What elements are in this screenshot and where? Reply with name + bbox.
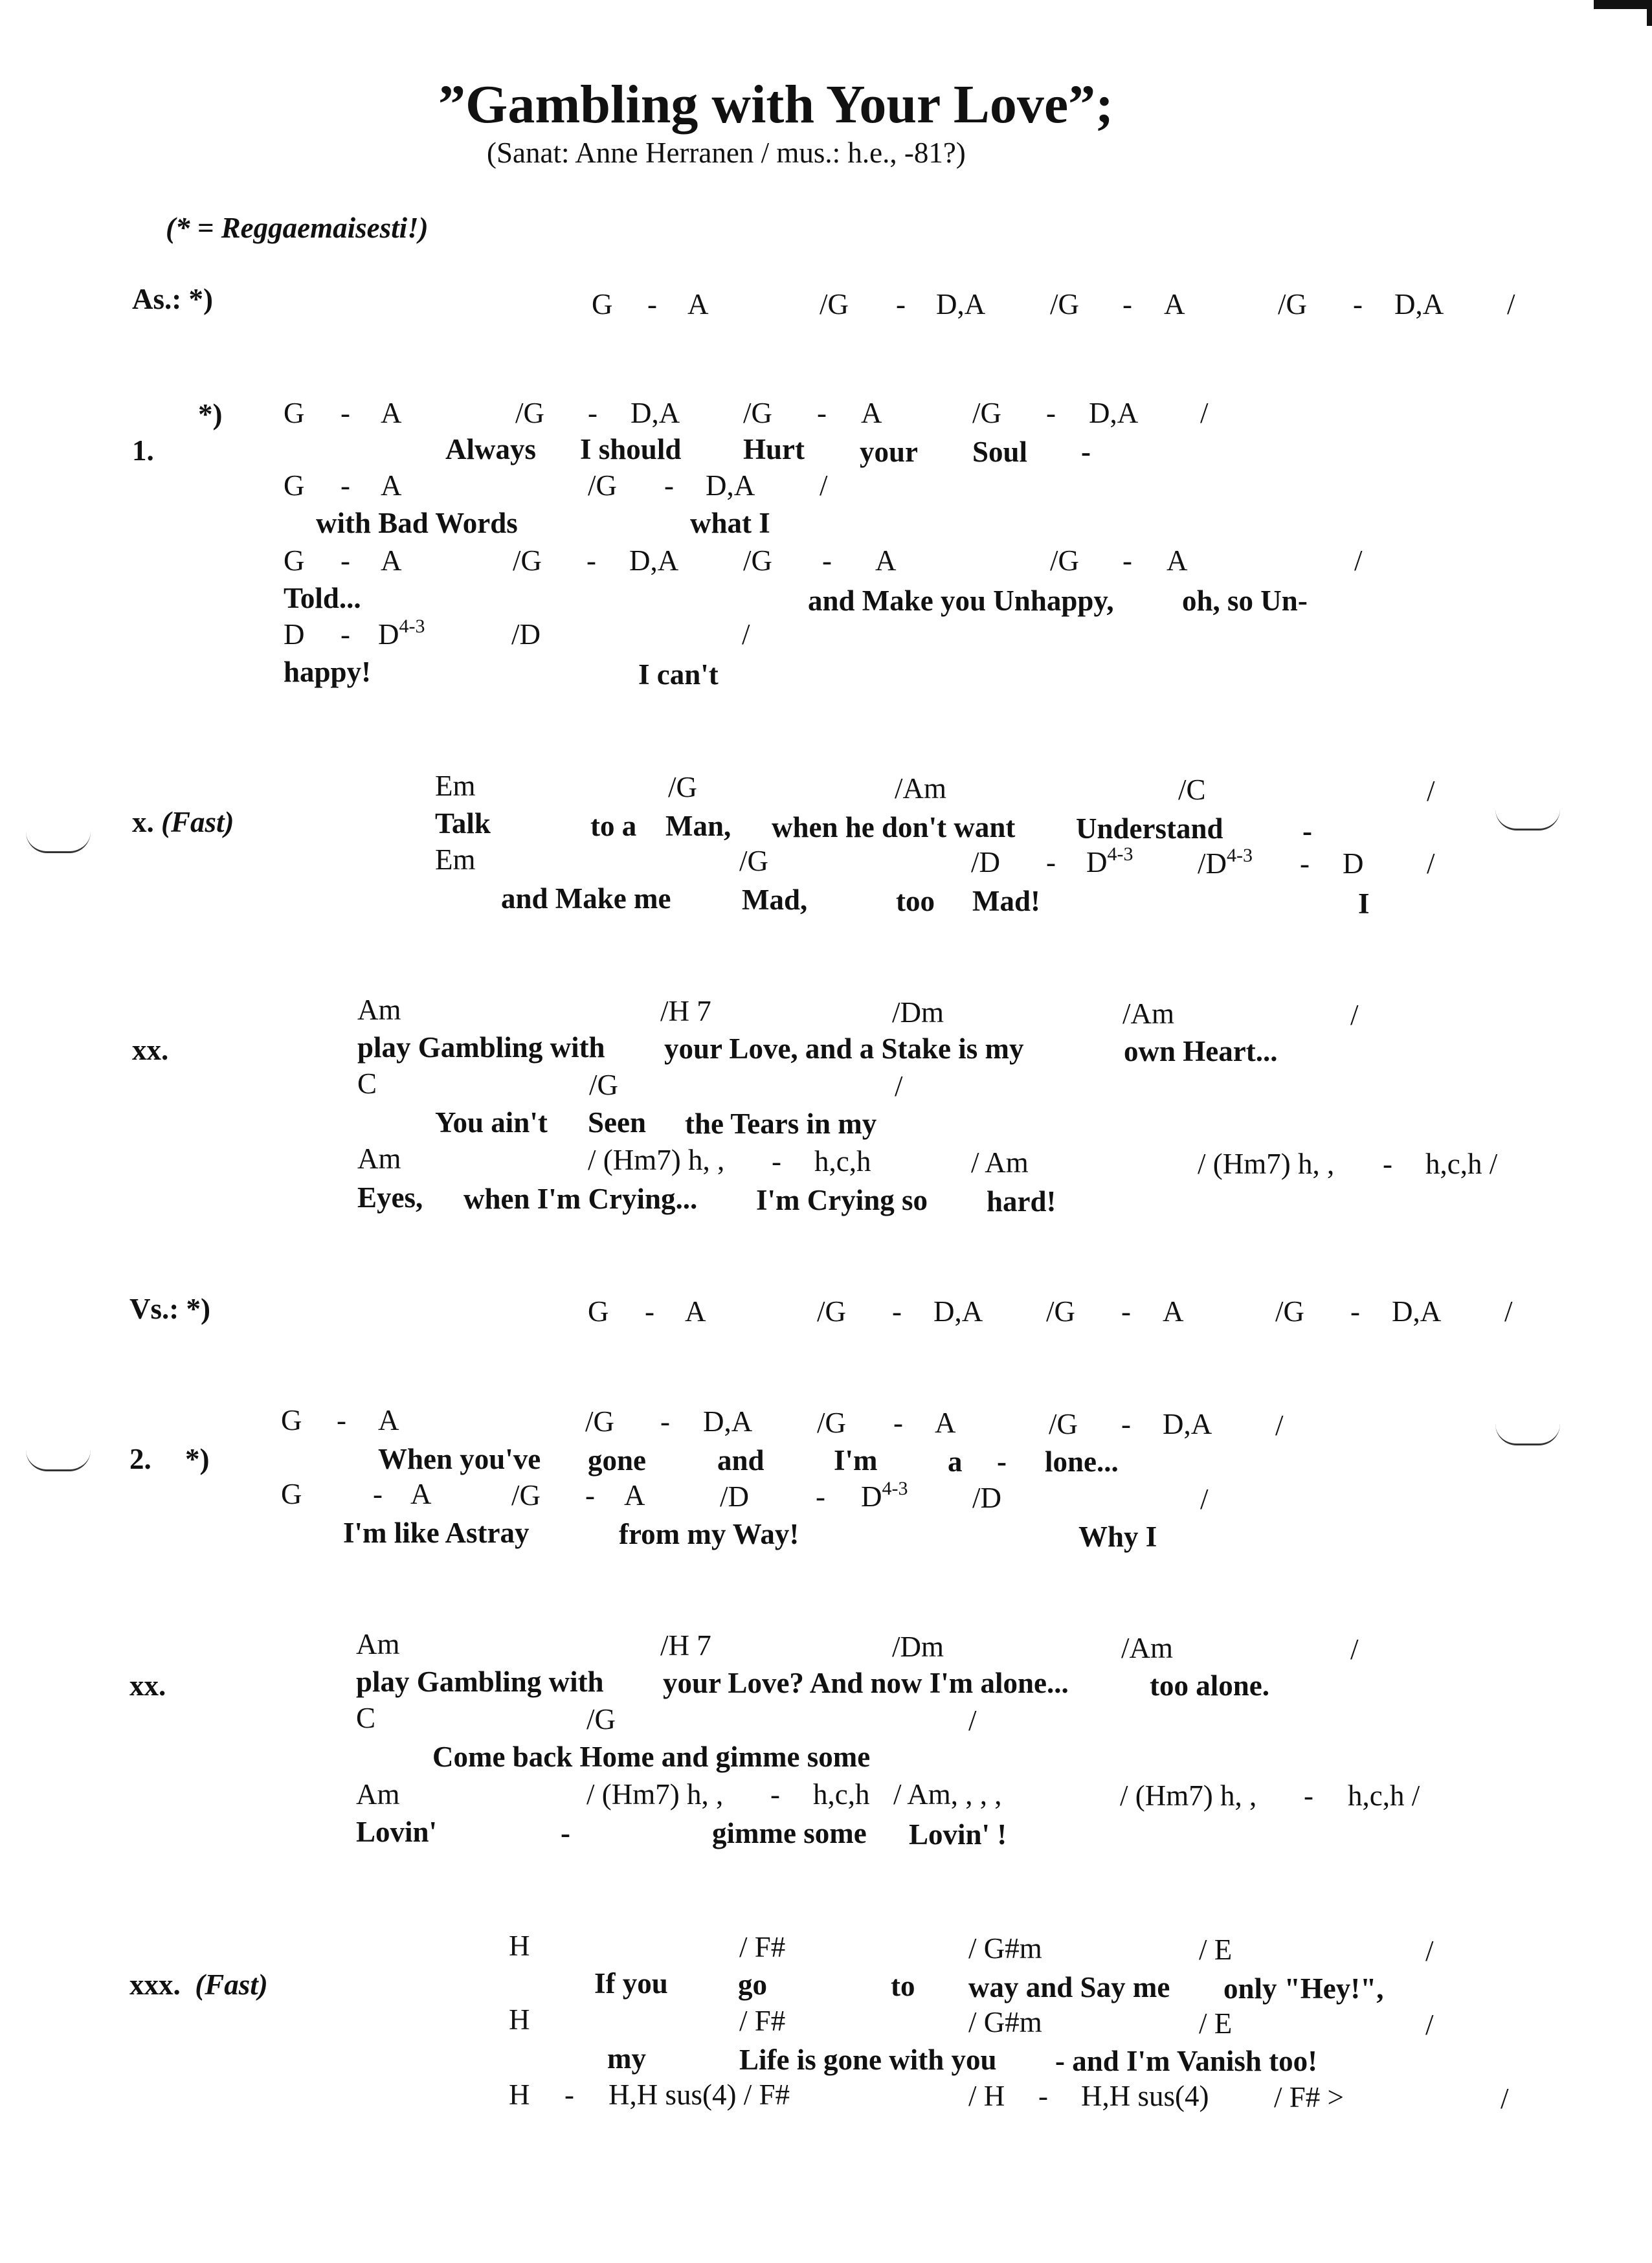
chord: / — [1425, 2009, 1434, 2041]
chord: /G — [588, 469, 617, 502]
chord: H,H sus(4) / F# — [608, 2079, 790, 2111]
chord: - — [1353, 288, 1363, 320]
intro-label: As.: *) — [132, 283, 213, 315]
chord: G — [281, 1478, 302, 1510]
chord: H — [509, 2003, 530, 2036]
chord: Em — [435, 770, 476, 802]
chord: H — [509, 1930, 530, 1962]
chord: G — [592, 288, 613, 320]
lyric: to — [891, 1970, 915, 2002]
chord-superscript: 4-3 — [1107, 843, 1133, 865]
lyric: Come back Home and gimme some — [432, 1741, 871, 1773]
lyric: Mad! — [972, 885, 1040, 917]
lyric: Lovin' ! — [909, 1818, 1007, 1851]
chord: D,A — [703, 1405, 753, 1438]
lyric: You ain't — [435, 1106, 548, 1139]
lyric: Hurt — [743, 433, 805, 465]
chord: / Am — [971, 1146, 1029, 1179]
lyric: too — [896, 885, 935, 917]
chord: - — [1046, 846, 1056, 878]
chord: / Am, , , , — [893, 1778, 1002, 1811]
chord: /G — [668, 771, 697, 803]
lyric: gone — [588, 1444, 646, 1477]
chord: A — [381, 469, 402, 502]
chord: D,A — [1394, 288, 1444, 320]
chord: D,A — [706, 469, 755, 502]
chord: / (Hm7) h, , — [588, 1144, 725, 1176]
chord: A — [687, 288, 709, 320]
chord: / — [1507, 288, 1515, 320]
chord: /Am — [1122, 998, 1175, 1030]
interlude-label: Vs.: *) — [129, 1293, 210, 1325]
chord: /G — [1278, 288, 1307, 320]
chord: /C — [1178, 774, 1206, 806]
chord-superscript: 4-3 — [399, 616, 425, 637]
chord: - — [1383, 1148, 1392, 1180]
verse1-marker: *) — [198, 398, 223, 430]
chord: /G — [1050, 544, 1079, 577]
chord: D,A — [1089, 397, 1139, 429]
chord: G — [588, 1295, 609, 1328]
chord: / — [1425, 1935, 1434, 1967]
chord: A — [685, 1295, 706, 1328]
lyric: - and I'm Vanish too! — [1055, 2045, 1318, 2077]
chord: - — [586, 544, 596, 577]
chord-root: D — [1086, 846, 1108, 878]
bridge2-tempo: (Fast) — [195, 1968, 268, 2001]
lyric: only "Hey!", — [1223, 1972, 1384, 2005]
chord-superscript: 4-3 — [882, 1478, 908, 1499]
lyric: - — [561, 1817, 570, 1849]
chord: - — [1304, 1779, 1313, 1812]
chord: D,A — [936, 288, 986, 320]
chord: - — [340, 397, 350, 429]
lyric: Always — [445, 433, 537, 465]
lyric: and — [717, 1444, 765, 1477]
chord: - — [340, 544, 350, 577]
chord — [1086, 843, 1133, 878]
chord: D,A — [629, 544, 679, 577]
chord: - — [1122, 288, 1132, 320]
chord: / F# — [739, 1931, 786, 1963]
chord: /D — [720, 1480, 749, 1513]
chord: /G — [820, 288, 849, 320]
lyric: If you — [594, 1967, 668, 2000]
chord: A — [1166, 544, 1188, 577]
chord: Am — [356, 1628, 400, 1660]
chord: /G — [586, 1703, 616, 1735]
margin-mark — [26, 832, 91, 853]
lyric: Why I — [1078, 1521, 1157, 1553]
margin-mark — [26, 1450, 91, 1471]
chord: /G — [1046, 1295, 1075, 1328]
margin-mark — [1495, 809, 1560, 831]
chord: /G — [743, 397, 772, 429]
lyric: gimme some — [712, 1817, 867, 1849]
chord: - — [585, 1479, 595, 1511]
chord-superscript: 4-3 — [1227, 845, 1253, 866]
chord: - — [588, 397, 597, 429]
chord: A — [1163, 1295, 1184, 1328]
chord: H,H sus(4) — [1081, 2080, 1209, 2112]
chord: A — [624, 1479, 645, 1511]
chord: - — [1121, 1408, 1131, 1440]
chord: /G — [1049, 1408, 1078, 1440]
bridge2-number: xxx. — [129, 1968, 181, 2001]
chord-root: D — [861, 1480, 882, 1513]
lyric: what I — [690, 507, 770, 539]
chord: H — [509, 2079, 530, 2111]
chord: / F# > — [1274, 2081, 1344, 2113]
chord: Am — [357, 994, 401, 1026]
chord: / — [1275, 1409, 1284, 1442]
chord: - — [893, 1407, 903, 1439]
chord: / — [742, 618, 750, 651]
chord: A — [410, 1478, 432, 1510]
lyric: play Gambling with — [356, 1666, 604, 1698]
chord: /D — [972, 1482, 1001, 1514]
chord: /Dm — [892, 1631, 944, 1663]
lyric: Lovin' — [356, 1816, 438, 1848]
chord: / — [1350, 1633, 1359, 1666]
song-title: ”Gambling with Your Love”; — [438, 74, 1114, 135]
chord: /G — [513, 544, 542, 577]
chord: / — [1200, 1483, 1209, 1515]
chord: D,A — [1392, 1295, 1442, 1328]
bridge2-label — [129, 1970, 268, 2000]
chord: /G — [817, 1407, 846, 1439]
chord: /Dm — [892, 996, 944, 1029]
chord — [378, 616, 425, 651]
chord: G — [284, 397, 305, 429]
chord: A — [381, 544, 402, 577]
chord: - — [337, 1404, 346, 1436]
chord: G — [281, 1404, 302, 1436]
chord: - — [1350, 1295, 1360, 1328]
lyric: Man, — [665, 810, 731, 842]
chord: - — [816, 1480, 825, 1513]
verse1-label: 1. — [132, 434, 154, 467]
chord: - — [1038, 2080, 1048, 2112]
chord: / (Hm7) h, , — [1198, 1148, 1335, 1180]
chord: - — [892, 1295, 902, 1328]
chord: - — [564, 2079, 574, 2111]
lyric: when I'm Crying... — [463, 1183, 698, 1215]
chord: /D — [511, 618, 541, 651]
chord: - — [770, 1778, 780, 1811]
chord: /Am — [1121, 1632, 1174, 1664]
reggae-note: (* = Reggaemaisesti!) — [166, 212, 429, 244]
chord: /G — [1275, 1295, 1304, 1328]
lyric: your — [860, 436, 918, 468]
chord: /G — [589, 1069, 618, 1101]
chord: - — [373, 1478, 383, 1510]
lyric: way and Say me — [968, 1971, 1170, 2003]
chord: / — [1427, 847, 1435, 880]
lyric: happy! — [284, 656, 372, 688]
chord: /G — [1050, 288, 1079, 320]
chord: - — [772, 1145, 781, 1177]
chord: /G — [515, 397, 544, 429]
chord: A — [875, 544, 897, 577]
chord — [861, 1478, 908, 1513]
chord: - — [822, 544, 832, 577]
lyric: Soul — [972, 436, 1028, 468]
lyric: your Love? And now I'm alone... — [663, 1667, 1069, 1699]
chord: - — [1300, 847, 1310, 880]
lyric: hard! — [987, 1185, 1056, 1218]
lyric: with Bad Words — [316, 507, 518, 539]
chord: /G — [817, 1295, 846, 1328]
chord: C — [356, 1702, 376, 1734]
chord: /Am — [895, 772, 947, 805]
lyric: play Gambling with — [357, 1031, 605, 1064]
chord: A — [1164, 288, 1185, 320]
lyric: I'm Crying so — [756, 1184, 928, 1216]
chord: D,A — [933, 1295, 983, 1328]
scan-corner-mark — [1594, 0, 1652, 9]
lyric: Eyes, — [357, 1181, 423, 1214]
lyric: Understand — [1076, 812, 1223, 845]
chord: - — [660, 1405, 670, 1438]
lyric: and Make me — [501, 882, 671, 915]
chord: /G — [739, 845, 768, 877]
chord-root: D — [378, 618, 399, 651]
lyric: I can't — [638, 658, 719, 691]
chord: /G — [585, 1405, 614, 1438]
chord: C — [357, 1067, 377, 1100]
chord: / E — [1199, 2007, 1233, 2040]
chorus1-label: xx. — [132, 1034, 169, 1066]
chord: /G — [972, 397, 1001, 429]
lyric: - — [1081, 436, 1091, 468]
lyric: I should — [580, 433, 682, 465]
margin-mark — [1495, 1424, 1560, 1445]
chord: / — [1354, 544, 1363, 577]
chord: / E — [1199, 1934, 1233, 1966]
chord: / — [1350, 999, 1359, 1031]
lyric: Told... — [284, 582, 361, 614]
chord: / F# — [739, 2005, 786, 2037]
lyric: go — [738, 1968, 767, 2001]
chord: D — [1343, 847, 1364, 880]
chord: A — [935, 1407, 956, 1439]
chord: h,c,h / — [1425, 1148, 1498, 1180]
lyric: your Love, and a Stake is my — [664, 1032, 1024, 1065]
chord: / (Hm7) h, , — [586, 1778, 724, 1811]
chord — [1198, 845, 1253, 880]
chord: /H 7 — [660, 995, 711, 1027]
chord: h,c,h — [813, 1778, 870, 1811]
chord: - — [647, 288, 657, 320]
lyric: Talk — [435, 807, 491, 840]
chord: Em — [435, 843, 476, 876]
lyric: when he don't want — [772, 811, 1016, 843]
chord: / — [895, 1070, 903, 1102]
chord: A — [861, 397, 882, 429]
verse2-label: 2. — [129, 1443, 151, 1475]
verse2-marker: *) — [185, 1443, 210, 1475]
chord: A — [381, 397, 402, 429]
chord: /D — [971, 846, 1000, 878]
lyric: Life is gone with you — [739, 2044, 997, 2076]
chord: /G — [743, 544, 772, 577]
chord: - — [664, 469, 674, 502]
chord: - — [896, 288, 906, 320]
chord: G — [284, 544, 305, 577]
lyric: own Heart... — [1124, 1035, 1278, 1067]
chord: - — [817, 397, 827, 429]
lyric: and Make you Unhappy, — [808, 585, 1114, 617]
lyric: to a — [590, 810, 637, 842]
chord: - — [1121, 1295, 1131, 1328]
lyric: - — [997, 1445, 1007, 1478]
lyric: When you've — [378, 1443, 541, 1475]
chord: h,c,h — [814, 1145, 871, 1177]
chord: Am — [357, 1143, 401, 1175]
lyric: the Tears in my — [685, 1108, 877, 1140]
lyric: oh, so Un- — [1182, 585, 1308, 617]
lyric: my — [607, 2042, 646, 2075]
chord: - — [340, 469, 350, 502]
chord: D — [284, 618, 305, 651]
chord: /G — [511, 1479, 541, 1511]
chord: /H 7 — [660, 1629, 711, 1662]
chord: / — [1501, 2082, 1509, 2115]
bridge1-number: x. — [132, 806, 154, 838]
chord: h,c,h / — [1348, 1779, 1420, 1812]
chord: / — [968, 1704, 977, 1737]
scan-corner-mark-vertical — [1647, 0, 1652, 26]
lyric: Mad, — [742, 884, 808, 916]
chord: - — [1122, 544, 1132, 577]
lyric: I'm — [834, 1444, 878, 1477]
lyric: too alone. — [1150, 1669, 1269, 1702]
bridge1-tempo: (Fast) — [161, 806, 234, 838]
chord: G — [284, 469, 305, 502]
lyric: I'm like Astray — [343, 1517, 530, 1549]
bridge1-label — [132, 808, 234, 837]
chord: D,A — [631, 397, 680, 429]
lyric: a — [948, 1445, 963, 1478]
lyric: - — [1302, 815, 1312, 847]
lyric: I — [1358, 887, 1370, 920]
chord: Am — [356, 1778, 400, 1811]
lyric: Seen — [588, 1106, 646, 1139]
chorus2-label: xx. — [129, 1669, 166, 1702]
chord: / (Hm7) h, , — [1120, 1779, 1257, 1812]
chord: - — [1046, 397, 1056, 429]
chord-root: /D — [1198, 847, 1227, 880]
chord: / G#m — [968, 1932, 1042, 1965]
chord: / H — [968, 2080, 1005, 2112]
chord: / G#m — [968, 2006, 1042, 2038]
chord: / — [1504, 1295, 1513, 1328]
song-credits: (Sanat: Anne Herranen / mus.: h.e., -81?) — [487, 137, 966, 169]
lyric: from my Way! — [619, 1518, 799, 1550]
chord: / — [1427, 775, 1435, 807]
chord: - — [340, 618, 350, 651]
chord: - — [645, 1295, 654, 1328]
chord: D,A — [1163, 1408, 1212, 1440]
chord: / — [820, 469, 828, 502]
lyric: lone... — [1045, 1445, 1119, 1478]
chord: / — [1200, 397, 1209, 429]
chord: A — [378, 1404, 399, 1436]
